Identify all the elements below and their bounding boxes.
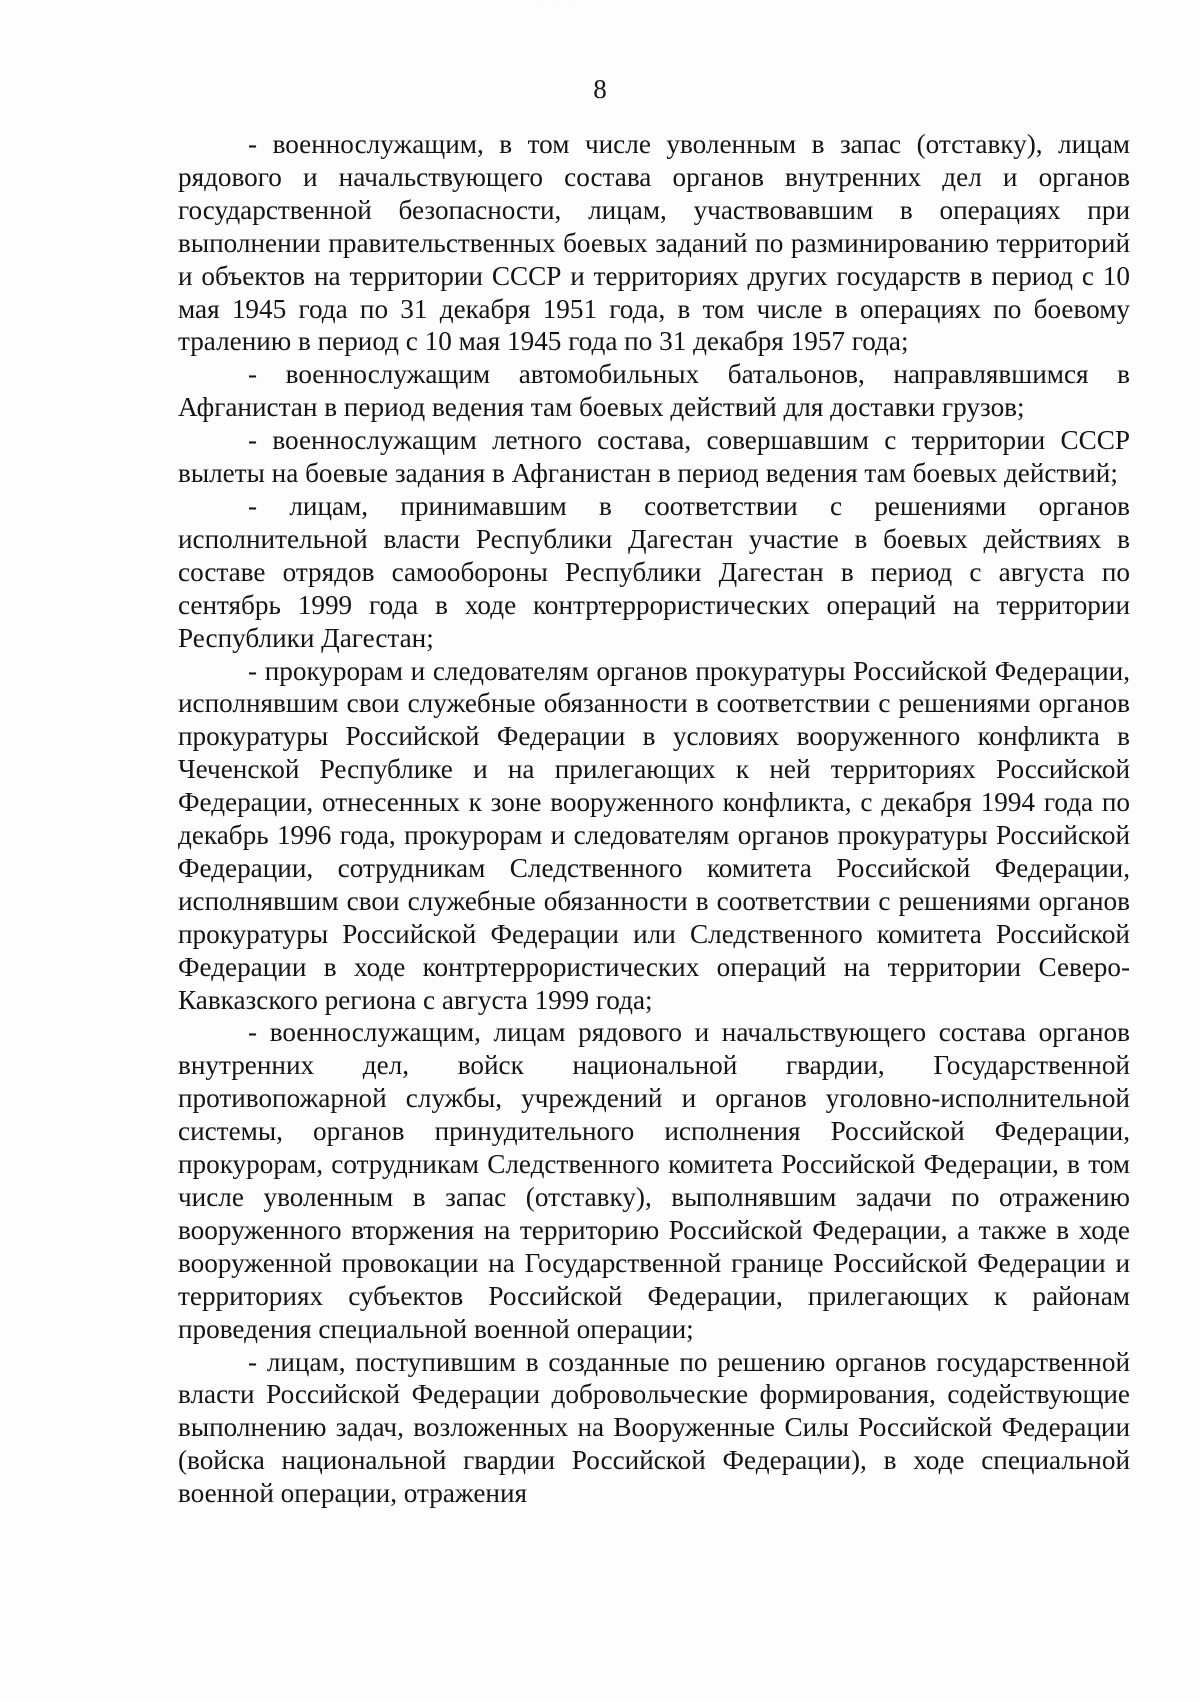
page-number: 8 <box>593 74 607 104</box>
document-body <box>178 128 1130 1510</box>
paragraph-dagestan-self-defense: - лицам, принимавшим в соответствии с решениями органов исполнительной власти Республики Дагестан участие в боевых действиях в составе отрядов самообороны Республики Дагестан в период с августа по сентябрь 1999 года в ходе контртеррористических операций на территории Республики Дагестан; <box>178 490 1130 653</box>
scan-artifact: · · · <box>540 0 579 6</box>
paragraph-armed-invasion: - военнослужащим, лицам рядового и начальствующего состава органов внутренних дел, войск национальной гвардии, Государственной противопожарной службы, учреждений и органов уголовно-исполнительной системы, органов принудительного исполнения Российской Федерации, прокурорам, сотрудникам Следственного комитета Российской Федерации, в том числе уволенным в запас (отставку), выполнявшим задачи по отражению вооруженного вторжения на территорию Российской Федерации, а также в ходе вооруженной провокации на Государственной границе Российской Федерации и территориях субъектов Российской Федерации, прилегающих к районам проведения специальной военной операции; <box>178 1017 1130 1344</box>
paragraph-flight-crew: - военнослужащим летного состава, совершавшим с территории СССР вылеты на боевые задания в Афганистан в период ведения там боевых действий; <box>178 425 1130 489</box>
paragraph-military-demining: - военнослужащим, в том числе уволенным в запас (отставку), лицам рядового и начальствующего состава органов внутренних дел и органов государственной безопасности, лицам, участвовавшим в операциях при выполнении правительственных боевых заданий по разминированию территорий и объектов на территории СССР и территориях других государств в период с 10 мая 1945 года по 31 декабря 1951 года, в том числе в операциях по боевому тралению в период с 10 мая 1945 года по 31 декабря 1957 года; <box>178 129 1130 357</box>
paragraph-prosecutors-investigators: - прокурорам и следователям органов прокуратуры Российской Федерации, исполнявшим свои служебные обязанности в соответствии с решениями органов прокуратуры Российской Федерации в условиях вооруженного конфликта в Чеченской Республике и на прилегающих к ней территориях Российской Федерации, отнесенных к зоне вооруженного конфликта, с декабря 1994 года по декабрь 1996 года, прокурорам и следователям органов прокуратуры Российской Федерации, сотрудникам Следственного комитета Российской Федерации, исполнявшим свои служебные обязанности в соответствии с решениями органов прокуратуры Российской Федерации или Следственного комитета Российской Федерации в ходе контртеррористических операций на территории Северо-Кавказского региона с августа 1999 года; <box>178 655 1130 1015</box>
paragraph-automobile-battalions: - военнослужащим автомобильных батальонов, направлявшимся в Афганистан в период ведения там боевых действий для доставки грузов; <box>178 359 1130 423</box>
paragraph-volunteer-formations: - лицам, поступившим в созданные по решению органов государственной власти Российской Федерации добровольческие формирования, содействующие выполнению задач, возложенных на Вооруженные Силы Российской Федерации (войска национальной гвардии Российской Федерации), в ходе специальной военной операции, отражения <box>178 1346 1130 1509</box>
